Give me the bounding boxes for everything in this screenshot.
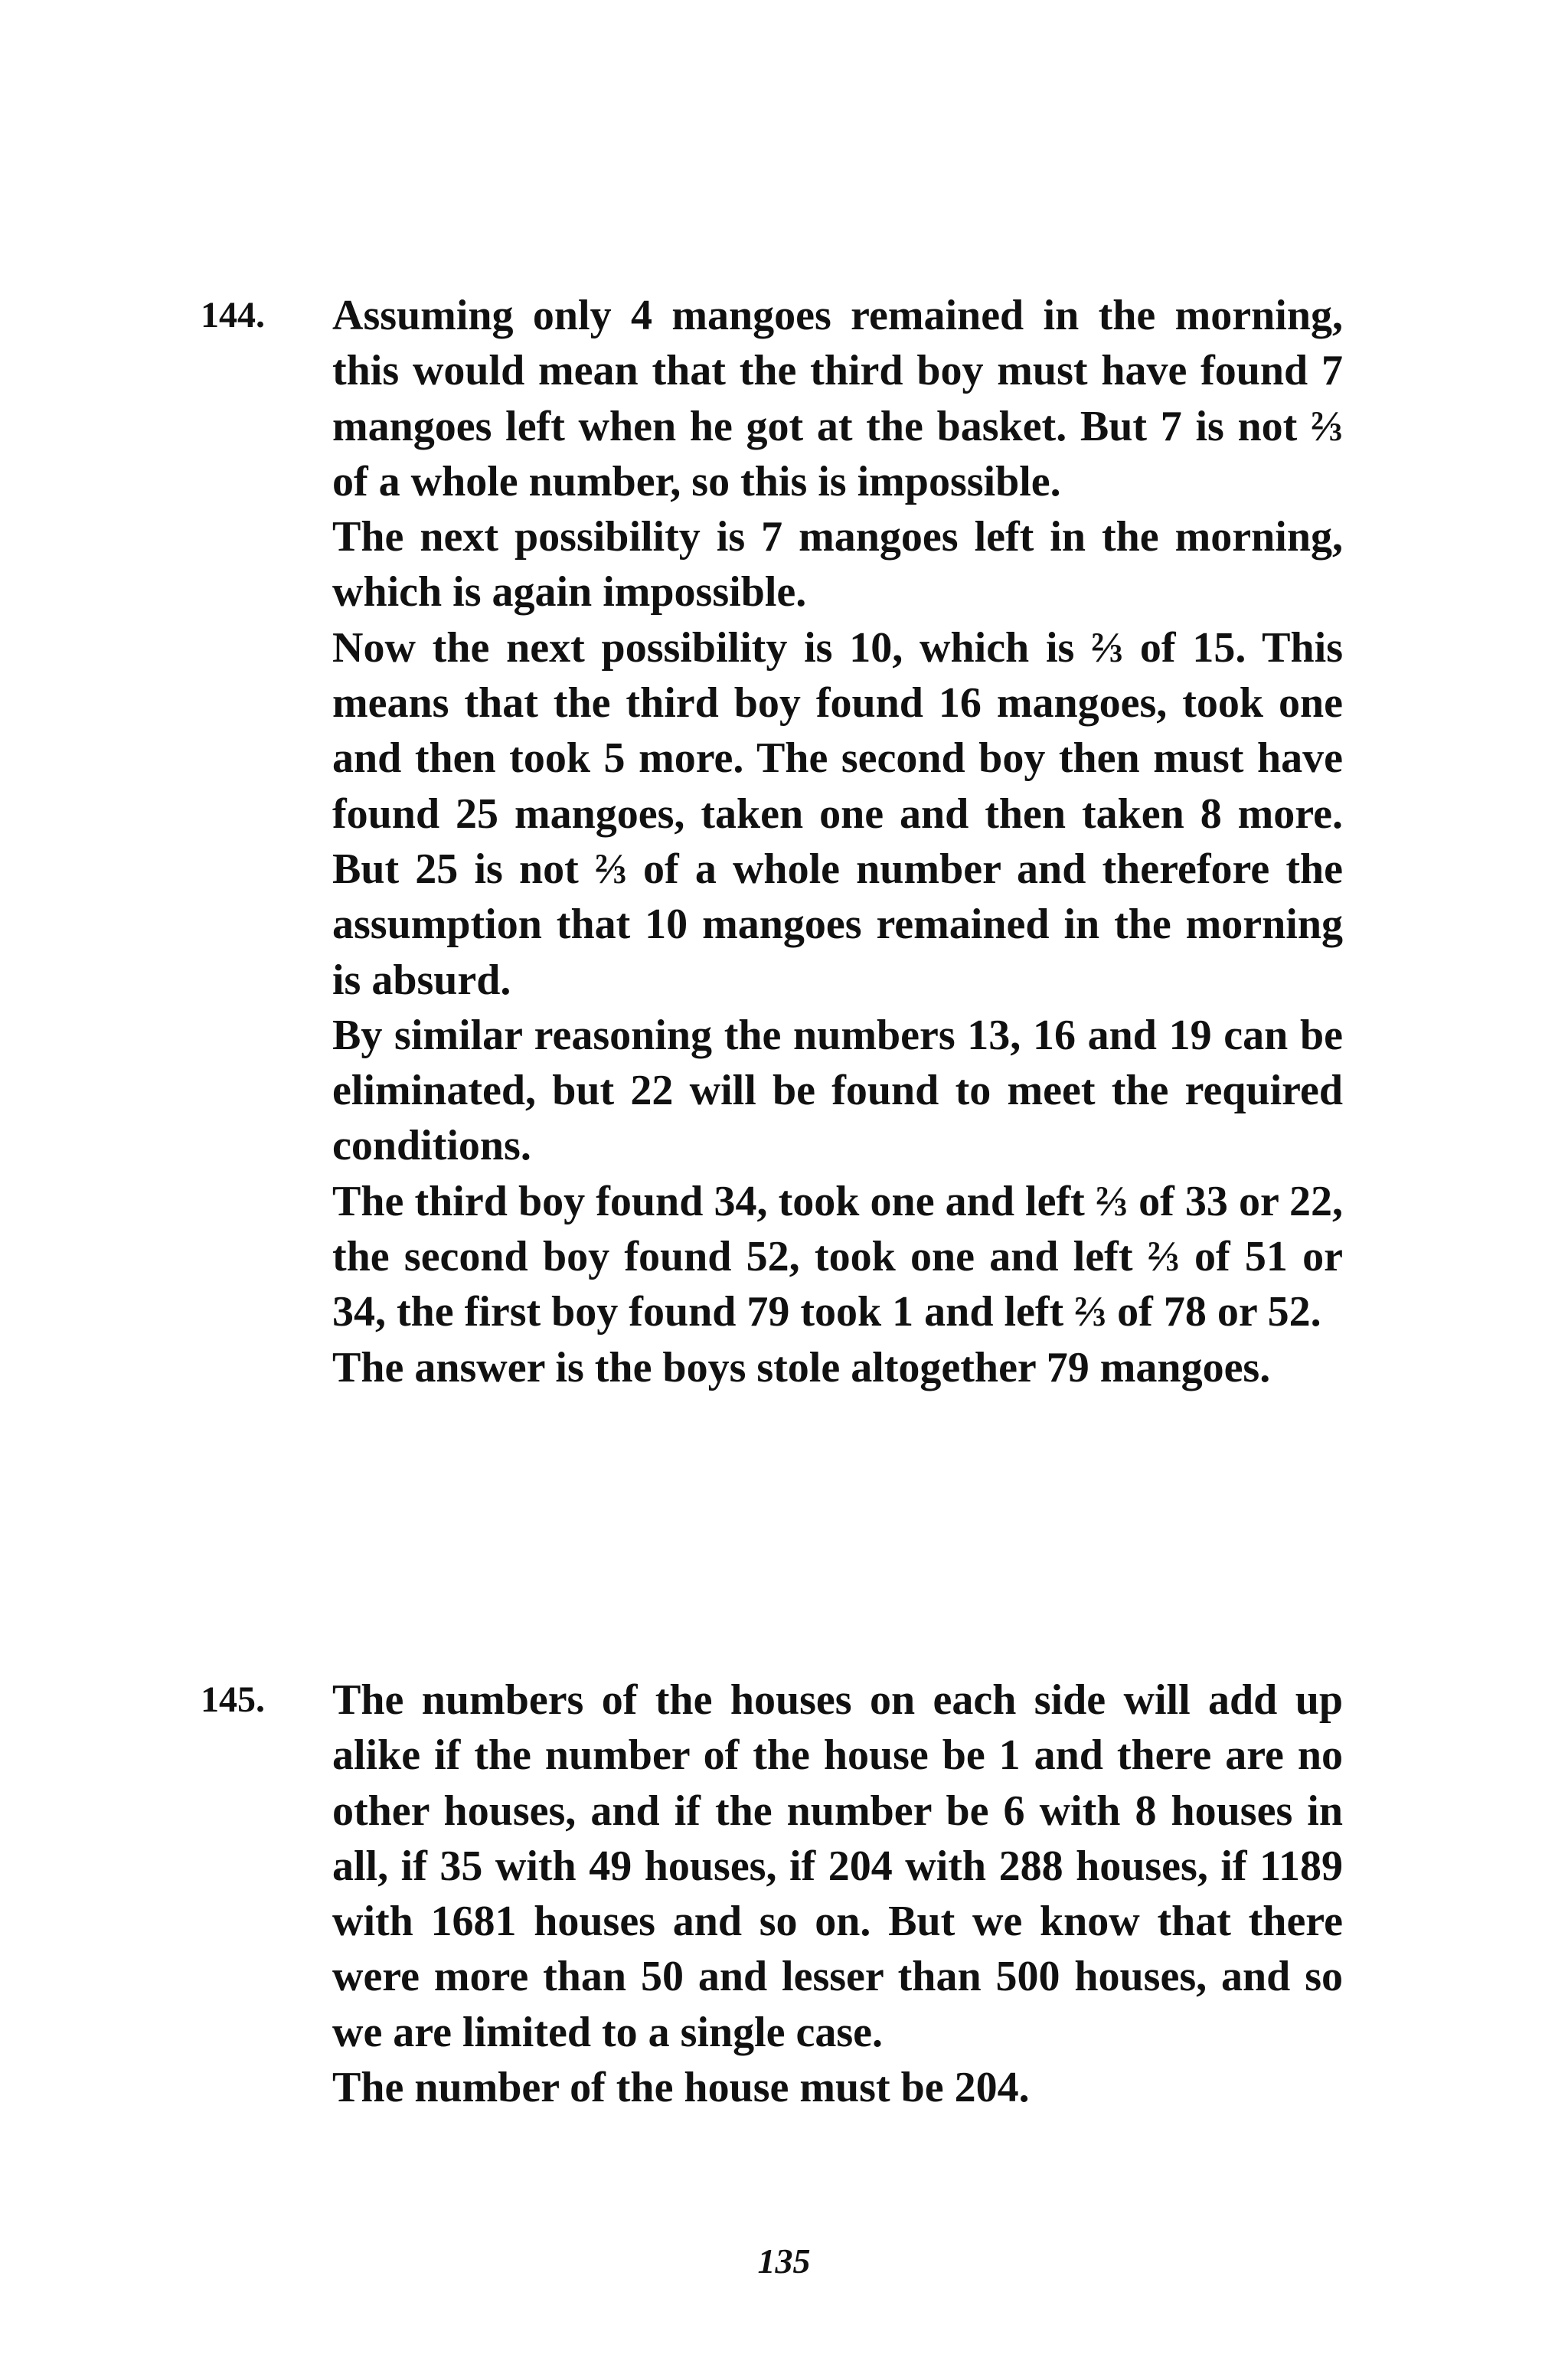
paragraph: Now the next possibility is 10, which is ⅔ of 15. This means that the third boy found 16 mangoes, took one and then took 5 more. The second boy then must have found 25 mangoes, taken one and then taken 8 more. But 25 is not ⅔ of a whole number and therefore the assumption that 10 mangoes remained in the morning is absurd.	[332, 623, 1343, 1004]
paragraph: The number of the house must be 204.	[332, 2064, 1030, 2112]
paragraph: The numbers of the houses on each side will add up alike if the number of the house be 1 and there are no other houses, and if the number be 6 with 8 houses in all, if 35 with 49 houses, if 204 with 288 houses, if 1189 with 1681 houses and so on. But we know that there were more than 50 and lesser than 500 houses, and so we are limited to a single case.	[332, 1676, 1343, 2056]
paragraph: Assuming only 4 mangoes remained in the morning, this would mean that the third boy must have found 7 mangoes left when he got at the basket. But 7 is not ⅔ of a whole number, so this is impossible.	[332, 292, 1343, 505]
paragraph: The answer is the boys stole altogether 79 mangoes.	[332, 1343, 1271, 1391]
paragraph: By similar reasoning the numbers 13, 16 and 19 can be eliminated, but 22 will be found to meet the required conditions.	[332, 1011, 1343, 1170]
paragraph: The third boy found 34, took one and left ⅔ of 33 or 22, the second boy found 52, took one and left ⅔ of 51 or 34, the first boy found 79 took 1 and left ⅔ of 78 or 52.	[332, 1177, 1343, 1336]
problem-body	[332, 288, 1343, 1395]
paragraph: The next possibility is 7 mangoes left in the morning, which is again impossible.	[332, 513, 1343, 616]
problem-body	[332, 1672, 1343, 2115]
page-number: 135	[757, 2241, 811, 2281]
problem-number: 144.	[201, 295, 265, 335]
problem-number: 145.	[201, 1679, 265, 1720]
